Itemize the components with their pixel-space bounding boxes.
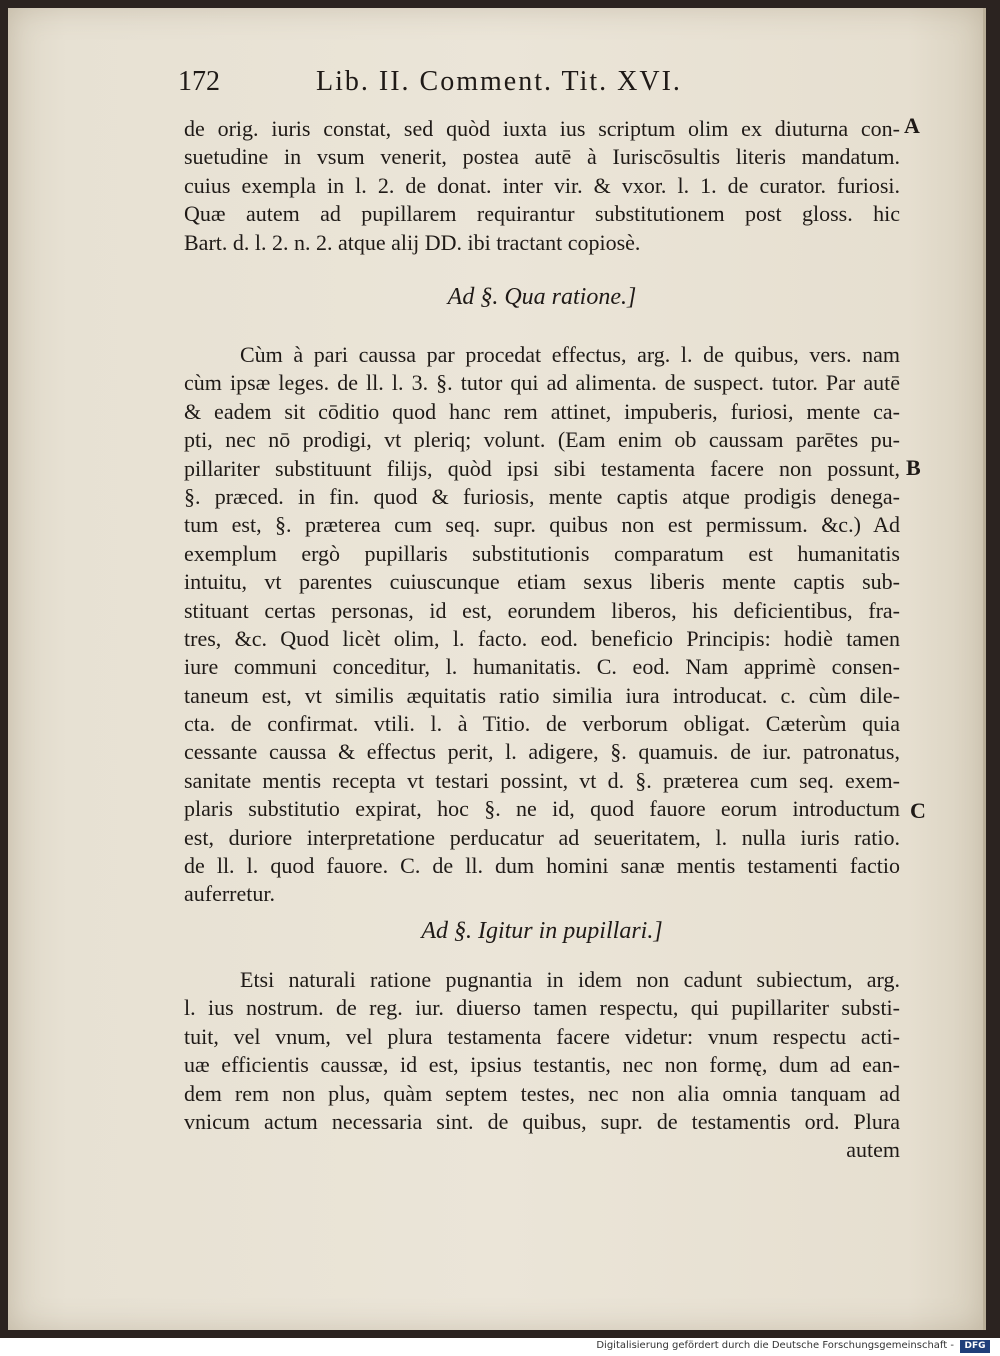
paragraph-3 [184,966,900,1165]
text-line: exemplum ergò pupillaris substitutionis comparatum est humanitatis [184,540,900,566]
text-line: intuitu, vt parentes cuiuscunque etiam sexus liberis mente captis sub- [184,569,900,595]
text-line: taneum est, vt similis æquitatis ratio similia iura introducat. c. cùm dile- [184,682,900,708]
text-line: tuit, vel vnum, vel plura testamenta facere videtur: vnum respectu acti- [184,1023,900,1049]
text-line: vnicum actum necessaria sint. de quibus, supr. de testamentis ord. Plura [184,1108,900,1134]
text-line: Etsi naturali ratione pugnantia in idem non cadunt subiectum, arg. [240,967,900,992]
marginal-letter-a: A [904,113,920,138]
section-heading-2: Ad §. Igitur in pupillari.] [421,918,663,944]
text-line: tres, &c. Quod licèt olim, l. facto. eod. beneficio Principis: hodiè tamen [184,625,900,651]
text-line: tum est, §. præterea cum seq. supr. quibus non est permissum. &c.) Ad [184,512,900,538]
text-line: sanitate mentis recepta vt testari possint, vt d. §. præterea cum seq. exem- [184,767,900,793]
catchword: autem [846,1137,900,1163]
text-line: cùm ipsæ leges. de ll. l. 3. §. tutor qui ad alimenta. de suspect. tutor. Par autē [184,370,900,396]
text-line: cuius exempla in l. 2. de donat. inter vir. & vxor. l. 1. de curator. furiosi. [184,172,900,198]
text-line: & eadem sit cōditio quod hanc rem attinet, impuberis, furiosi, mente ca- [184,398,900,424]
footer-bar [0,1338,1000,1356]
page-edge [983,8,986,1330]
text-line: l. ius nostrum. de reg. iur. diuerso tamen respectu, qui pupillariter substi- [184,995,900,1021]
text-line: Cùm à pari caussa par procedat effectus, arg. l. de quibus, vers. nam [240,342,900,367]
text-line: plaris substitutio expirat, hoc §. ne id, quod fauore eorum introductum [184,796,900,822]
text-line: iure communi conceditur, l. humanitatis. C. eod. Nam apprimè consen- [184,654,900,680]
text-line: cta. de confirmat. vtili. l. à Titio. de verborum obligat. Cæterùm quia [184,711,900,737]
marginal-letter-b: B [906,455,921,480]
text-line: Bart. d. l. 2. n. 2. atque alij DD. ibi tractant copiosè. [184,229,641,255]
text-line: de orig. iuris constat, sed quòd iuxta ius scriptum olim ex diuturna con- [184,116,900,141]
text-line: est, duriore interpretatione perducatur ad seueritatem, l. nulla iuris ratio. [184,824,900,850]
text-line: §. præced. in fin. quod & furiosis, mente captis atque prodigis denega- [184,483,900,509]
text-line: de ll. l. quod fauore. C. de ll. dum homini sanæ mentis testamenti factio [184,853,900,879]
text-line: suetudine in vsum venerit, postea autē à Iuriscōsultis literis mandatum. [184,144,900,170]
dfg-logo: DFG [960,1340,990,1353]
text-line: cessante caussa & effectus perit, l. adigere, §. quamuis. de iur. patronatus, [184,739,900,765]
marginal-letter-c: C [910,798,926,823]
text-line: dem rem non plus, quàm septem testes, nec non alia omnia tanquam ad [184,1080,900,1106]
running-title: Lib. II. Comment. Tit. XVI. [316,66,682,97]
text-line: auferretur. [184,881,275,907]
paragraph-2 [184,341,900,909]
text-line: stituant certas personas, id est, eorundem liberos, his deficientibus, fra- [184,597,900,623]
page-header [178,66,798,110]
page-number: 172 [178,66,220,97]
footer-credit: Digitalisierung gefördert durch die Deutsche Forschungsgemeinschaft - [596,1340,954,1351]
text-line: pti, nec nō prodigi, vt pleriq; volunt. (Eam enim ob caussam parētes pu- [184,427,900,453]
text-line: pillariter substituunt filijs, quòd ipsi sibi testamenta facere non possunt, [184,455,900,481]
text-line: Quæ autem ad pupillarem requirantur substitutionem post gloss. hic [184,201,900,227]
text-line: uæ efficientis caussæ, id est, ipsius testantis, nec non formę, dum ad ean- [184,1052,900,1078]
paragraph-1 [184,115,900,257]
section-heading-1: Ad §. Qua ratione.] [447,284,637,310]
